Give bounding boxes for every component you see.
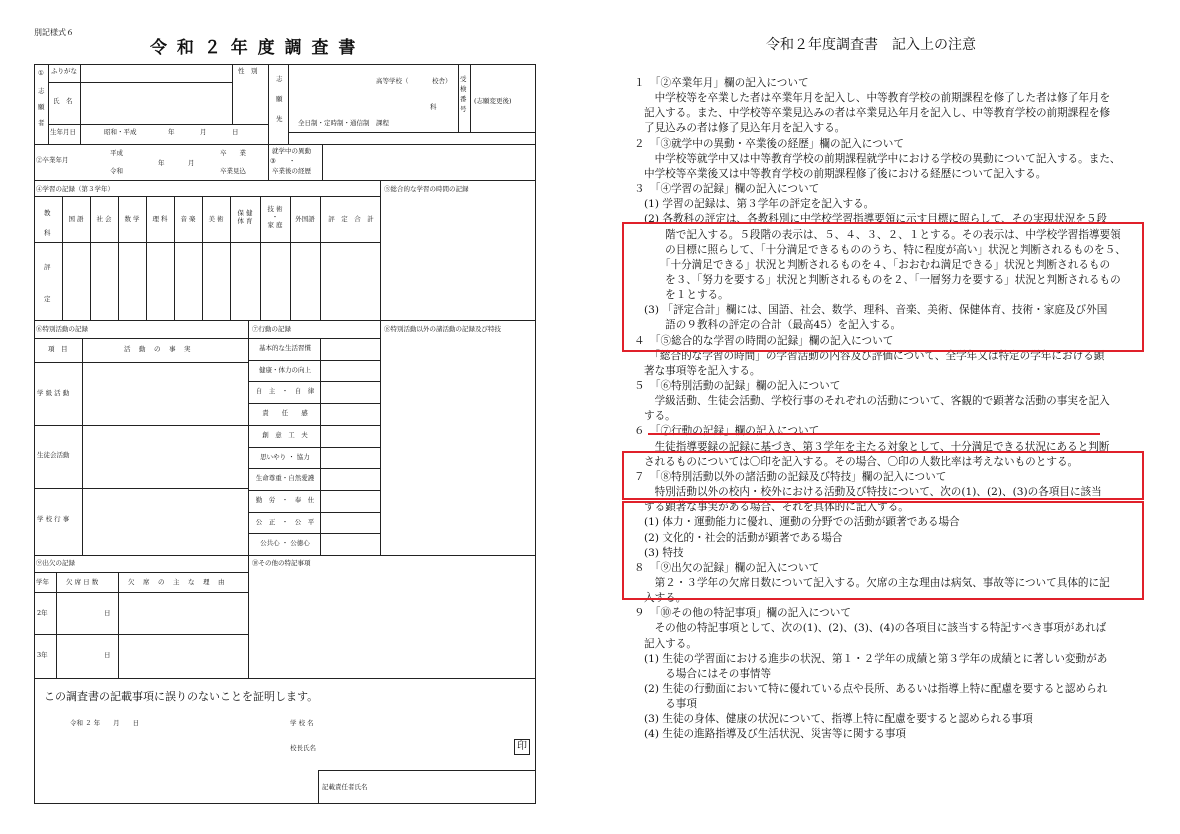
subject-header: 理 科 xyxy=(152,215,168,223)
note-line: る事項 xyxy=(644,698,697,711)
exam-no-4: 号 xyxy=(460,105,467,113)
note-line: 第２・３学年の欠席日数について記入する。欠席の主な理由は病気、事故等について具体的に記 xyxy=(644,576,1110,589)
other-activities-label: ⑧特別活動以外の諸活動の記録及び特技 xyxy=(384,325,501,333)
highlight-box-activities xyxy=(622,501,1144,600)
grad-era-2: 令和 xyxy=(110,167,123,175)
note-line: (2) 生徒の行動面において特に優れている点や長所、あるいは指導上特に配慮を要すると認められ xyxy=(644,683,1108,695)
school-side-2: 願 xyxy=(276,95,283,103)
behavior-item: 勤 労 ・ 奉 仕 xyxy=(255,495,315,504)
special-content-header: 活 動 の 事 実 xyxy=(124,345,192,353)
grades-side-1: 教 xyxy=(44,209,51,217)
school-hs: 高等学校（ xyxy=(376,77,409,85)
other-notes-label: ⑩その他の特記事項 xyxy=(252,559,311,567)
exam-no-1: 受 xyxy=(460,75,467,83)
note-line: (4) 生徒の進路指導及び生活状況、災害等に関する事項 xyxy=(644,728,907,741)
grades-side-3: 評 xyxy=(44,263,51,271)
behavior-item: 基本的な生活習慣 xyxy=(259,344,311,352)
attendance-row-3: 3年 xyxy=(37,651,48,659)
note-line: 著な事項等を記入する。 xyxy=(644,364,761,377)
behavior-item: 思いやり ・ 協力 xyxy=(260,452,310,461)
attendance-days-header: 欠 席 日 数 xyxy=(66,578,99,586)
note-line: を３、「努力を要する」状況と判断されるものを２、「一層努力を要する」状況と判断されるもの xyxy=(644,273,1121,286)
note-line: 語の９教科の評定の合計（最高45）を記入する。 xyxy=(644,319,902,332)
note-line: (1) 体力・運動能力に優れ、運動の分野での活動が顕著である場合 xyxy=(644,516,960,529)
change-label-3: 卒業後の経歴 xyxy=(272,167,311,175)
change-label-1: 就学中の異動 xyxy=(272,147,311,155)
note-line: 「十分満足できる」状況と判断されるものを４、「おおむね満足できる」状況と判断されるもの xyxy=(644,258,1111,271)
applicant-side-1: 志 xyxy=(38,87,45,95)
grad-expected: 卒業見込 xyxy=(220,167,246,175)
note-line: その他の特記事項として、次の(1)、(2)、(3)、(4)の各項目に該当する特記すべき事項があれば xyxy=(644,622,1107,635)
note-line: (2) 各教科の評定は、各教科別に中学校学習指導要領に示す目標に照らして、その実現状況を５段 xyxy=(644,213,1108,226)
special-row-class: 学 級 活 動 xyxy=(37,389,70,397)
note-line: 記入する。また、中学校等卒業見込みの者は卒業見込年月を記入し、中等教育学校の前期課程を修 xyxy=(644,107,1111,120)
attendance-row-2: 2年 xyxy=(37,609,48,617)
behavior-label: ⑦行動の記録 xyxy=(252,325,291,333)
annex-label: 別記様式６ xyxy=(34,28,74,37)
special-row-events: 学 校 行 事 xyxy=(37,515,70,523)
highlight-box-behavior xyxy=(622,451,1144,500)
highlight-underline-special xyxy=(648,433,1100,435)
attendance-day-2: 日 xyxy=(104,609,111,617)
grade-input-row[interactable] xyxy=(63,243,379,319)
note-heading: ４ 「⑤総合的な学習の時間の記録」欄の記入について xyxy=(634,334,894,347)
graduation-label: ②卒業年月 xyxy=(36,156,69,164)
birth-era: 昭和・平成 xyxy=(104,128,137,136)
attendance-day-3: 日 xyxy=(104,651,111,659)
subject-header: 音 楽 xyxy=(180,215,196,223)
form-title: 令 和 ２ 年 度 調 査 書 xyxy=(150,38,358,58)
highlight-box-grades xyxy=(622,222,1144,352)
behavior-item: 責 任 感 xyxy=(262,409,308,418)
attendance-label: ⑨出欠の記録 xyxy=(36,559,75,567)
note-line: (3) 「評定合計」欄には、国語、社会、数学、理科、音楽、美術、保健体育、技術・家庭及び外国 xyxy=(644,304,1108,317)
school-campus: 校舎） xyxy=(432,77,452,85)
note-line: (1) 学習の記録は、第３学年の評定を記入する。 xyxy=(644,198,875,211)
note-line: (1) 生徒の学習面における進歩の状況、第１・２学年の成績と第３学年の成績とに著しい変動があ xyxy=(644,652,1108,665)
subject-header: 美 術 xyxy=(208,215,224,223)
note-heading: ５ 「⑥特別活動の記録」欄の記入について xyxy=(634,380,841,392)
note-line: する顕著な事実がある場合、それを具体的に記入する。 xyxy=(644,501,909,514)
survey-form xyxy=(0,0,560,834)
subject-header: 保 健 体 育 xyxy=(237,209,253,225)
subject-header: 国 語 xyxy=(68,215,84,223)
note-line: されるものについては〇印を記入する。その場合、〇印の人数比率は考えないものとする。 xyxy=(644,455,1079,468)
exam-no-3: 番 xyxy=(460,95,467,103)
attendance-reason-header: 欠 席 の 主 な 理 由 xyxy=(128,578,226,586)
note-line: 中学校等卒業後又は中等教育学校の前期課程修了後における経歴について記入する。 xyxy=(644,167,1047,180)
birth-label: 生年月日 xyxy=(50,128,76,136)
note-line: 了見込みの者は修了見込年月を記入する。 xyxy=(644,122,846,135)
subject-header: 社 会 xyxy=(96,215,112,223)
note-heading: ８ 「⑨出欠の記録」欄の記入について xyxy=(634,561,820,574)
grad-month: 月 xyxy=(188,159,195,167)
school-side-3: 先 xyxy=(276,115,283,123)
birth-month: 月 xyxy=(200,128,207,136)
note-line: の目標に照らして、「十分満足できるもののうち、特に程度が高い」状況と判断されるものを５、 xyxy=(644,243,1126,256)
note-line: (2) 文化的・社会的活動が顕著である場合 xyxy=(644,531,843,544)
note-line: 生徒指導要録の記録に基づき、第３学年を主たる対象として、十分満足できる状況にあると判断 xyxy=(644,440,1110,453)
school-name-label: 学 校 名 xyxy=(290,719,314,727)
school-system: 全日制・定時制・通信制 課程 xyxy=(298,119,389,127)
note-line: る場合にはその事情等 xyxy=(644,667,772,680)
note-heading: ３ 「④学習の記録」欄の記入について xyxy=(634,183,820,196)
applicant-side-3: 者 xyxy=(38,119,45,127)
behavior-item: 生命尊重・自然愛護 xyxy=(255,474,315,483)
behavior-item: 公共心 ・ 公徳心 xyxy=(260,539,310,548)
grades-label: ④学習の記録（第３学年） xyxy=(36,185,114,193)
note-line: 中学校等就学中又は中等教育学校の前期課程就学中における学校の異動について記入する。また、 xyxy=(644,152,1121,165)
note-line: 特別活動以外の校内・校外における活動及び特技について、次の(1)、(2)、(3)の各項目に該当 xyxy=(644,486,1102,499)
school-dept: 科 xyxy=(430,103,437,111)
applicant-num: ① xyxy=(38,69,44,77)
grades-side-2: 科 xyxy=(44,229,51,237)
note-line: 階で記入する。５段階の表示は、５、４、３、２、１とする。その表示は、中学校学習指導要領 xyxy=(644,228,1121,241)
subject-header: 数 学 xyxy=(124,215,140,223)
name-label: 氏 名 xyxy=(53,97,73,105)
note-line: 入する。 xyxy=(644,592,687,605)
notes-panel xyxy=(600,0,1180,834)
grades-side-4: 定 xyxy=(44,295,51,303)
integrated-label: ⑤総合的な学習の時間の記録 xyxy=(384,185,469,193)
seal-box: 印 xyxy=(514,739,530,755)
note-line: する。 xyxy=(644,410,676,423)
note-line: 学級活動、生徒会活動、学校行事のそれぞれの活動について、客観的で顕著な活動の事実を記入 xyxy=(644,395,1110,408)
note-heading: ２ 「③就学中の異動・卒業後の経歴」欄の記入について xyxy=(634,137,904,150)
name-field[interactable] xyxy=(82,66,232,122)
note-line: を１とする。 xyxy=(644,289,729,302)
note-heading: ７ 「⑧特別活動以外の諸活動の記録及び特技」欄の記入について xyxy=(634,470,947,483)
note-line: (3) 特技 xyxy=(644,546,684,559)
grad-era-1: 平成 xyxy=(110,149,123,157)
note-line: 「総合的な学習の時間」の学習活動の内容及び評価について、全学年又は特定の学年における顕 xyxy=(644,349,1105,362)
furigana-label: ふりがな xyxy=(51,67,77,75)
birth-year: 年 xyxy=(168,128,175,136)
notes-title: 令和２年度調査書 記入上の注意 xyxy=(766,37,976,53)
certify-date: 令和 ２ 年 月 日 xyxy=(70,719,140,727)
attendance-grade-header: 学年 xyxy=(36,578,49,586)
birth-day: 日 xyxy=(232,128,239,136)
certify-text: この調査書の記載事項に誤りのないことを証明します。 xyxy=(44,690,319,703)
writer-label: 記載責任者氏名 xyxy=(322,783,368,791)
special-label: ⑥特別活動の記録 xyxy=(36,325,88,333)
behavior-item: 創 意 工 夫 xyxy=(262,430,308,439)
note-line: (3) 生徒の身体、健康の状況について、指導上特に配慮を要すると認められる事項 xyxy=(644,713,1033,726)
change-label: (志願変更後) xyxy=(474,97,512,105)
behavior-item: 健康・体力の向上 xyxy=(259,365,311,374)
subject-header: 外国語 xyxy=(295,215,315,223)
note-line: 中学校等を卒業した者は卒業年月を記入し、中等教育学校の前期課程を修了した者は修了年月を xyxy=(644,92,1111,105)
grad-graduated: 卒 業 xyxy=(220,149,246,157)
special-item-header: 項 目 xyxy=(48,345,68,353)
behavior-item: 自 主 ・ 自 律 xyxy=(255,387,315,396)
school-side-1: 志 xyxy=(276,75,283,83)
note-heading: ６ 「⑦行動の記録」欄の記入について xyxy=(634,425,820,438)
change-label-2: ③ ・ xyxy=(270,157,296,165)
note-heading: ９ 「⑩その他の特記事項」欄の記入について xyxy=(634,607,851,620)
note-line: 記入する。 xyxy=(644,637,697,650)
total-header: 評 定 合 計 xyxy=(328,215,374,223)
exam-no-2: 検 xyxy=(460,85,467,93)
subject-header: 技 術 ・ 家 庭 xyxy=(267,205,283,229)
behavior-item: 公 正 ・ 公 平 xyxy=(255,517,315,526)
sex-label: 性 別 xyxy=(238,67,258,75)
grad-year: 年 xyxy=(158,159,165,167)
special-row-council: 生徒会活動 xyxy=(37,451,70,459)
applicant-side-2: 願 xyxy=(38,103,45,111)
principal-label: 校長氏名 xyxy=(290,744,316,752)
note-heading: １ 「②卒業年月」欄の記入について xyxy=(634,77,809,89)
